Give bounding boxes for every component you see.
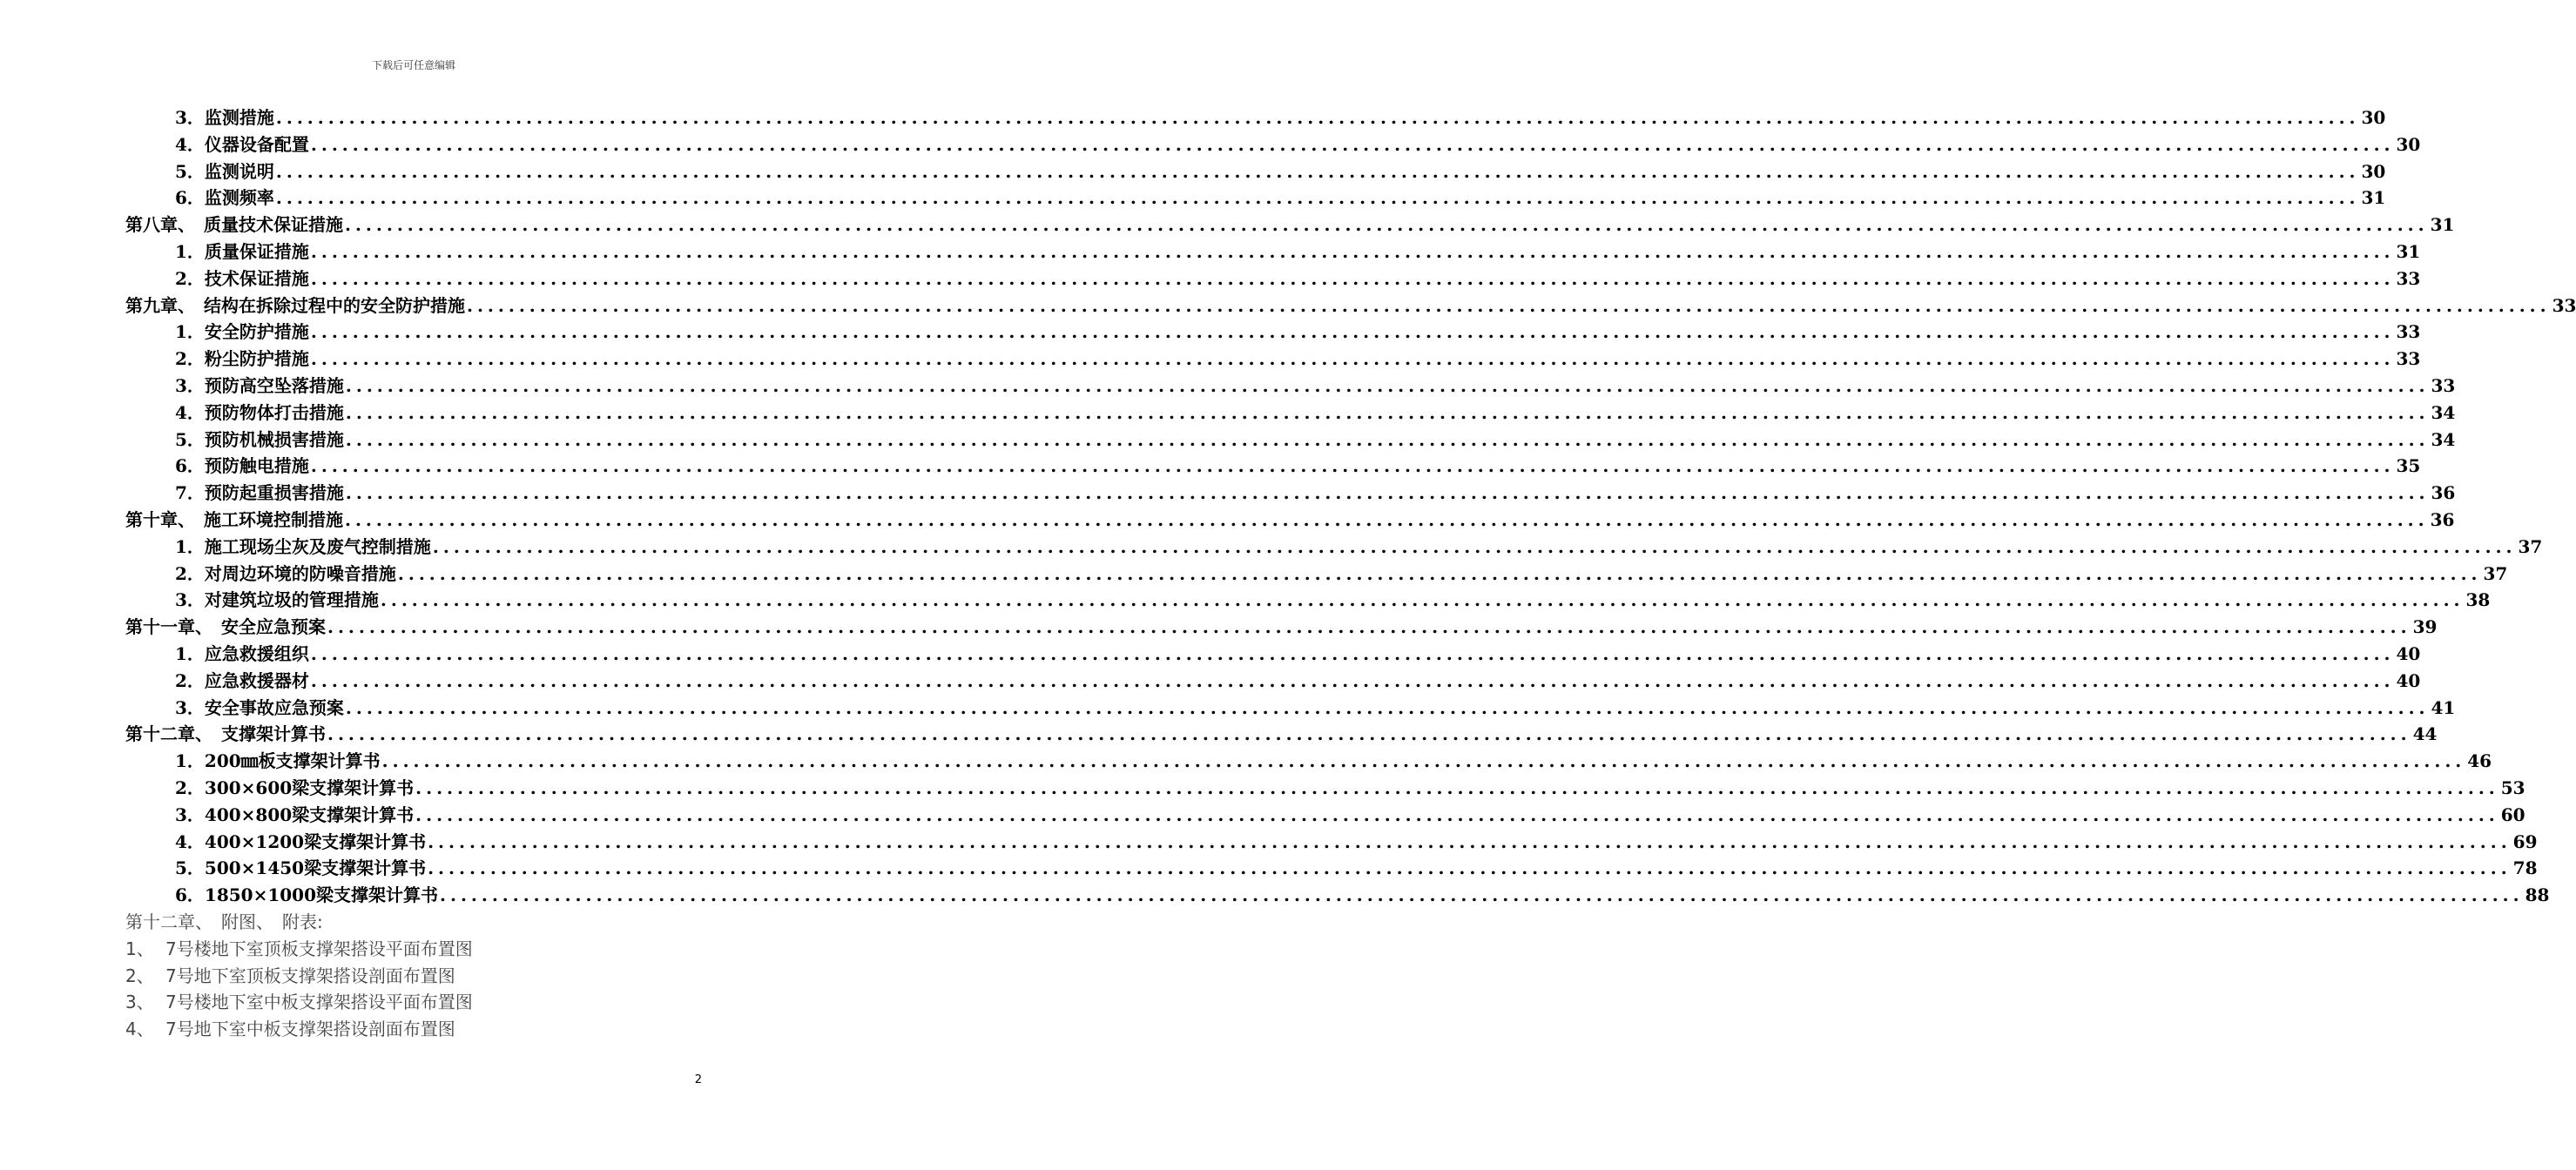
toc-entry[interactable] (175, 587, 2491, 613)
toc-leader-dots: ........................................................................................................................................................................................................ (310, 241, 2395, 262)
toc-entry[interactable] (125, 614, 2438, 640)
toc-entry-label: 5．预防机械损害措施 (175, 428, 344, 450)
toc-entry[interactable] (175, 373, 2456, 399)
toc-leader-dots: ........................................................................................................................................................................................................ (310, 133, 2395, 155)
toc-leader-dots: ........................................................................................................................................................................................................ (428, 857, 2512, 879)
toc-entry-label: 6．预防触电措施 (175, 455, 309, 477)
toc-entry[interactable] (175, 158, 2386, 185)
toc-leader-dots: ........................................................................................................................................................................................................ (467, 294, 2551, 316)
appendix-item (125, 936, 473, 962)
toc-entry-page: 41 (2431, 696, 2456, 718)
toc-entry-page: 33 (2396, 348, 2421, 370)
toc-entry[interactable] (125, 212, 2455, 238)
header-note: 下载后可任意编辑 (371, 59, 455, 71)
toc-leader-dots: ........................................................................................................................................................................................................ (345, 509, 2429, 530)
toc-leader-dots: ........................................................................................................................................................................................................ (432, 535, 2517, 557)
appendix-item-text: 7号楼地下室中板支撑架搭设平面布置图 (165, 992, 473, 1013)
toc-entry[interactable] (175, 829, 2538, 855)
toc-entry-label: 1．安全防护措施 (175, 321, 309, 343)
toc-entry[interactable] (175, 131, 2421, 158)
toc-leader-dots: ........................................................................................................................................................................................................ (275, 107, 2360, 128)
toc-entry-page: 39 (2412, 616, 2438, 638)
toc-entry-label: 3．400×800梁支撑架计算书 (175, 804, 415, 825)
toc-entry[interactable] (175, 641, 2421, 667)
toc-entry-page: 36 (2430, 509, 2455, 530)
toc-entry-label: 2．技术保证措施 (175, 267, 309, 289)
toc-entry-page: 46 (2467, 750, 2492, 772)
toc-leader-dots: ........................................................................................................................................................................................................ (345, 696, 2430, 718)
toc-entry-page: 33 (2552, 294, 2576, 316)
toc-entry-page: 60 (2500, 804, 2525, 825)
toc-entry[interactable] (175, 802, 2525, 828)
toc-entry[interactable] (125, 721, 2438, 747)
toc-leader-dots: ........................................................................................................................................................................................................ (310, 455, 2395, 477)
toc-leader-dots: ........................................................................................................................................................................................................ (310, 321, 2395, 343)
toc-entry[interactable] (175, 561, 2508, 587)
toc-leader-dots: ........................................................................................................................................................................................................ (397, 562, 2482, 584)
toc-entry[interactable] (175, 346, 2421, 372)
toc-entry-page: 30 (2361, 160, 2386, 182)
page-number: 2 (694, 1073, 702, 1086)
toc-entry-page: 40 (2396, 669, 2421, 691)
toc-entry[interactable] (125, 507, 2455, 533)
toc-entry[interactable] (175, 480, 2456, 506)
toc-leader-dots: ........................................................................................................................................................................................................ (345, 375, 2430, 396)
toc-entry-label: 7．预防起重损害措施 (175, 482, 344, 504)
toc-entry[interactable] (175, 668, 2421, 694)
toc-leader-dots: ........................................................................................................................................................................................................ (310, 348, 2395, 370)
toc-entry-page: 34 (2431, 428, 2456, 450)
toc-leader-dots: ........................................................................................................................................................................................................ (415, 777, 2499, 798)
appendix-item-number: 2、 (125, 965, 154, 986)
toc-entry-label: 5．监测说明 (175, 160, 274, 182)
toc-entry-label: 3．安全事故应急预案 (175, 696, 344, 718)
toc-entry-page: 53 (2500, 777, 2525, 798)
toc-entry[interactable] (175, 400, 2456, 426)
toc-entry[interactable] (175, 266, 2421, 292)
toc-entry[interactable] (175, 104, 2386, 131)
toc-entry[interactable] (175, 185, 2386, 211)
toc-entry-label: 第八章、 质量技术保证措施 (125, 214, 343, 236)
toc-entry[interactable] (175, 882, 2550, 908)
appendix-item-text: 7号地下室中板支撑架搭设剖面布置图 (165, 1019, 455, 1040)
toc-entry-page: 31 (2430, 214, 2455, 236)
toc-leader-dots: ........................................................................................................................................................................................................ (275, 160, 2360, 182)
toc-entry[interactable] (175, 453, 2421, 479)
toc-entry-label: 2．粉尘防护措施 (175, 348, 309, 370)
toc-entry[interactable] (175, 855, 2538, 881)
toc-entry-page: 31 (2361, 187, 2386, 209)
toc-leader-dots: ........................................................................................................................................................................................................ (345, 401, 2430, 423)
toc-leader-dots: ........................................................................................................................................................................................................ (310, 643, 2395, 664)
toc-leader-dots: ........................................................................................................................................................................................................ (345, 482, 2430, 504)
toc-entry-label: 4．预防物体打击措施 (175, 401, 344, 423)
appendix-item (125, 963, 455, 989)
toc-entry-page: 33 (2396, 321, 2421, 343)
toc-entry-label: 2．应急救援器材 (175, 669, 309, 691)
toc-leader-dots: ........................................................................................................................................................................................................ (415, 804, 2499, 825)
toc-entry-page: 78 (2512, 857, 2538, 879)
toc-leader-dots: ........................................................................................................................................................................................................ (327, 616, 2411, 638)
appendix-item-number: 4、 (125, 1019, 154, 1040)
toc-leader-dots: ........................................................................................................................................................................................................ (428, 830, 2512, 852)
appendix-item-text: 7号楼地下室顶板支撑架搭设平面布置图 (165, 938, 473, 959)
appendix-item-number: 1、 (125, 938, 154, 959)
toc-entry-label: 6．1850×1000梁支撑架计算书 (175, 884, 439, 906)
toc-entry-page: 30 (2396, 133, 2421, 155)
toc-leader-dots: ........................................................................................................................................................................................................ (345, 428, 2430, 450)
appendix-item-text: 7号地下室顶板支撑架搭设剖面布置图 (165, 965, 455, 986)
toc-entry-label: 4．400×1200梁支撑架计算书 (175, 830, 427, 852)
toc-entry-label: 5．500×1450梁支撑架计算书 (175, 857, 427, 879)
appendix-item-number: 3、 (125, 992, 154, 1013)
toc-leader-dots: ........................................................................................................................................................................................................ (440, 884, 2524, 906)
toc-entry-label: 1．应急救援组织 (175, 643, 309, 664)
toc-entry-page: 37 (2483, 562, 2508, 584)
toc-entry-page: 40 (2396, 643, 2421, 664)
toc-entry-page: 33 (2431, 375, 2456, 396)
toc-entry-page: 34 (2431, 401, 2456, 423)
toc-entry-label: 第十一章、 安全应急预案 (125, 616, 326, 638)
appendix-item (125, 989, 473, 1015)
toc-entry-page: 44 (2412, 723, 2438, 745)
toc-entry-label: 第九章、 结构在拆除过程中的安全防护措施 (125, 294, 465, 316)
toc-entry-label: 3．预防高空坠落措施 (175, 375, 344, 396)
toc-entry-label: 6．监测频率 (175, 187, 274, 209)
toc-entry[interactable] (175, 748, 2492, 774)
toc-entry-label: 2．对周边环境的防噪音措施 (175, 562, 396, 584)
toc-entry[interactable] (175, 427, 2456, 453)
toc-entry-label: 1．施工现场尘灰及废气控制措施 (175, 535, 431, 557)
toc-leader-dots: ........................................................................................................................................................................................................ (380, 589, 2465, 611)
toc-entry-label: 4．仪器设备配置 (175, 133, 309, 155)
toc-entry[interactable] (175, 534, 2543, 560)
toc-leader-dots: ........................................................................................................................................................................................................ (275, 187, 2360, 209)
toc-entry-page: 37 (2518, 535, 2543, 557)
toc-entry-label: 3．对建筑垃圾的管理措施 (175, 589, 379, 611)
toc-entry[interactable] (175, 775, 2525, 801)
toc-entry-label: 1．200㎜板支撑架计算书 (175, 750, 381, 772)
toc-leader-dots: ........................................................................................................................................................................................................ (345, 214, 2429, 236)
toc-entry-page: 35 (2396, 455, 2421, 477)
toc-entry-page: 38 (2465, 589, 2491, 611)
toc-entry-page: 88 (2525, 884, 2550, 906)
appendix-item (125, 1016, 455, 1042)
toc-entry-label: 2．300×600梁支撑架计算书 (175, 777, 415, 798)
toc-entry[interactable] (175, 319, 2421, 345)
toc-entry-page: 69 (2512, 830, 2538, 852)
appendix-heading: 第十二章、 附图、 附表: (125, 911, 323, 932)
toc-entry[interactable] (175, 695, 2456, 721)
toc-leader-dots: ........................................................................................................................................................................................................ (327, 723, 2411, 745)
toc-entry-page: 31 (2396, 241, 2421, 262)
toc-entry-page: 30 (2361, 107, 2386, 128)
toc-entry-label: 3．监测措施 (175, 107, 274, 128)
toc-entry-page: 36 (2431, 482, 2456, 504)
toc-entry-label: 第十二章、 支撑架计算书 (125, 723, 326, 745)
toc-entry[interactable] (125, 292, 2576, 319)
toc-entry-label: 1．质量保证措施 (175, 241, 309, 262)
toc-entry[interactable] (175, 239, 2421, 265)
toc-entry-label: 第十章、 施工环境控制措施 (125, 509, 343, 530)
toc-leader-dots: ........................................................................................................................................................................................................ (381, 750, 2466, 772)
toc-entry-page: 33 (2396, 267, 2421, 289)
toc-leader-dots: ........................................................................................................................................................................................................ (310, 267, 2395, 289)
toc-leader-dots: ........................................................................................................................................................................................................ (310, 669, 2395, 691)
